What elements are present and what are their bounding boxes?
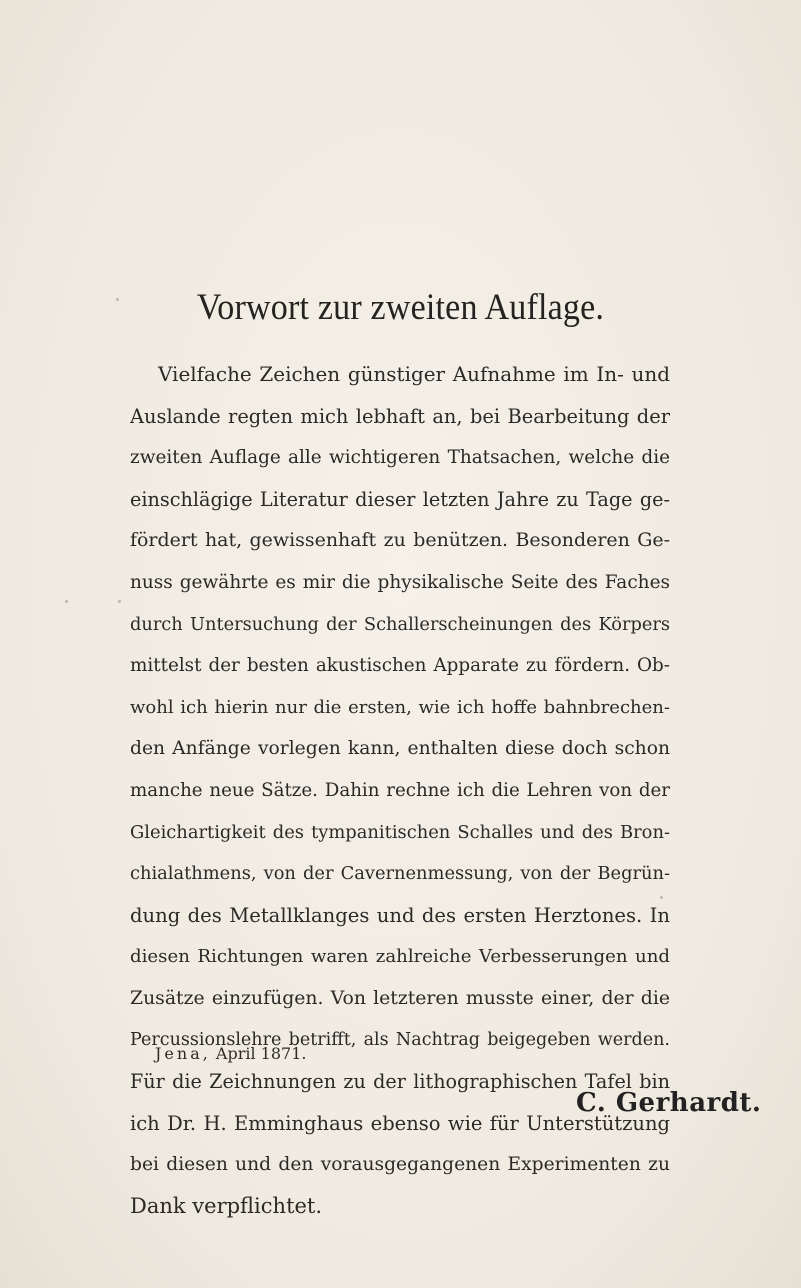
- text-line: manche neue Sätze. Dahin rechne ich die Lehren von der: [130, 779, 670, 801]
- text-line: Zusätze einzufügen. Von letzteren musste einer, der die: [130, 987, 670, 1009]
- place-and-date: [155, 1044, 306, 1063]
- paper-speck: [116, 298, 119, 301]
- text-line: bei diesen und den vorausgegangenen Experimenten zu: [130, 1154, 670, 1176]
- text-line: den Anfänge vorlegen kann, enthalten diese doch schon: [130, 738, 670, 760]
- text-line: Auslande regten mich lebhaft an, bei Bearbeitung der: [130, 404, 670, 428]
- date: April 1871.: [215, 1044, 307, 1063]
- text-line: durch Untersuchung der Schallerscheinungen des Körpers: [130, 613, 670, 635]
- text-line: fördert hat, gewissenhaft zu benützen. Besonderen Ge-: [130, 529, 670, 552]
- text-line: wohl ich hierin nur die ersten, wie ich hoffe bahnbrechen-: [130, 696, 670, 718]
- text-line: Für die Zeichnungen zu der lithographischen Tafel bin: [130, 1070, 670, 1094]
- text-line: diesen Richtungen waren zahlreiche Verbesserungen und: [130, 946, 670, 968]
- text-line: Dank verpflichtet.: [130, 1193, 323, 1218]
- text-line: nuss gewährte es mir die physikalische Seite des Faches: [130, 571, 670, 593]
- text-line: mittelst der besten akustischen Apparate zu fördern. Ob-: [130, 655, 670, 677]
- text-line: einschlägige Literatur dieser letzten Jahre zu Tage ge-: [130, 487, 670, 511]
- page-title: Vorwort zur zweiten Auflage.: [196, 287, 605, 328]
- text-line: Gleichartigkeit des tympanitischen Schalles und des Bron-: [130, 821, 670, 843]
- text-line: Percussionslehre betrifft, als Nachtrag beigegeben werden.: [130, 1029, 670, 1050]
- text-line: chialathmens, von der Cavernenmessung, von der Begrün-: [130, 863, 670, 885]
- place: Jena,: [155, 1044, 211, 1063]
- paper-speck: [65, 600, 68, 603]
- author-signature: C. Gerhardt.: [576, 1088, 762, 1118]
- paper-speck: [118, 600, 121, 603]
- text-line: ich Dr. H. Emminghaus ebenso wie für Unterstützung: [130, 1111, 670, 1135]
- text-line: Vielfache Zeichen günstiger Aufnahme im In- und: [158, 362, 670, 386]
- paper-speck: [660, 896, 663, 899]
- text-line: dung des Metallklanges und des ersten Herztones. In: [130, 903, 670, 927]
- text-line: zweiten Auflage alle wichtigeren Thatsachen, welche die: [130, 447, 670, 469]
